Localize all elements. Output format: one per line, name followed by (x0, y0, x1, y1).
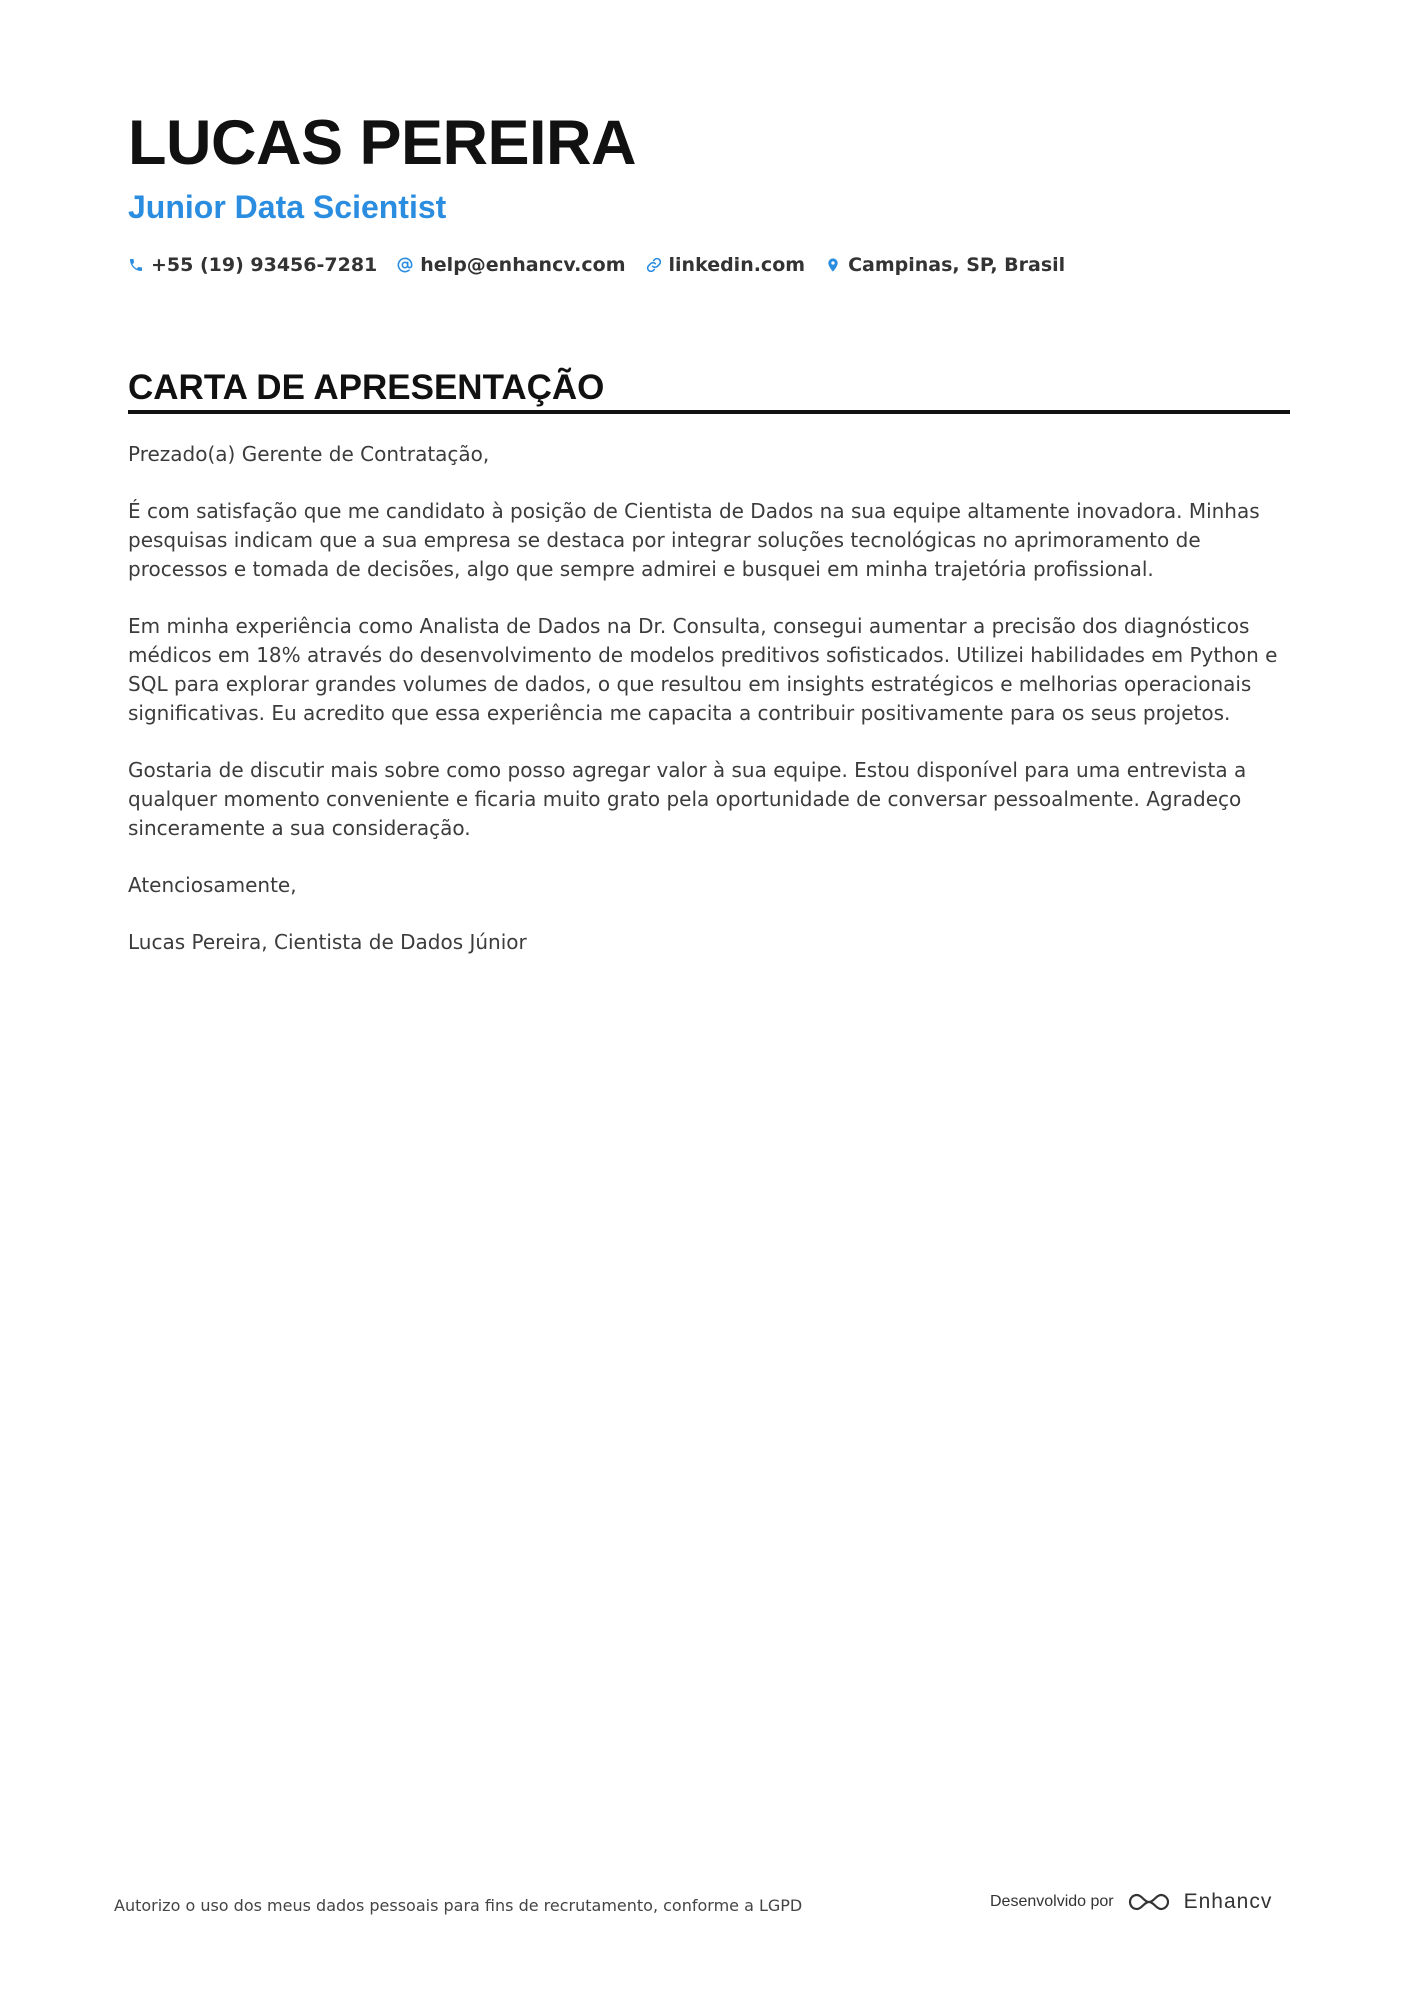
linkedin-link[interactable]: linkedin.com (668, 254, 806, 276)
section-title: CARTA DE APRESENTAÇÃO (128, 368, 605, 407)
letter-signature: Lucas Pereira, Cientista de Dados Júnior (128, 930, 527, 954)
at-sign-icon (397, 257, 413, 273)
phone-number: +55 (19) 93456-7281 (151, 254, 378, 276)
enhancv-logo-icon (1126, 1890, 1172, 1914)
letter-salutation: Prezado(a) Gerente de Contratação, (128, 442, 490, 466)
location-text: Campinas, SP, Brasil (848, 254, 1066, 276)
powered-by-label: Desenvolvido por (990, 1893, 1114, 1910)
contact-email[interactable] (397, 254, 625, 276)
job-title: Junior Data Scientist (128, 189, 447, 225)
letter-paragraph: Gostaria de discutir mais sobre como posso agregar valor à sua equipe. Estou disponível para uma entrevista a qualquer momento conveniente e ficaria muito grato pela oportunidade de conversar pessoalmente. Agradeço sinceramente a sua consideração. (128, 758, 1247, 840)
brand-name: Enhancv (1183, 1890, 1273, 1913)
footer-consent-note: Autorizo o uso dos meus dados pessoais para fins de recrutamento, conforme a LGPD (114, 1896, 803, 1915)
section-divider (128, 410, 1290, 414)
candidate-name: LUCAS PEREIRA (128, 108, 637, 178)
contact-phone (128, 254, 377, 276)
letter-body (128, 440, 1290, 985)
footer-branding[interactable] (990, 1890, 1272, 1914)
location-pin-icon (825, 257, 841, 273)
contact-linkedin[interactable] (646, 254, 806, 276)
email-address[interactable]: help@enhancv.com (420, 254, 626, 276)
letter-paragraph: Em minha experiência como Analista de Dados na Dr. Consulta, consegui aumentar a precisão dos diagnósticos médicos em 18% através do desenvolvimento de modelos preditivos sofisticados. Utilizei habilidades em Python e SQL para explorar grandes volumes de dados, o que resultou em insights estratégicos e melhorias operacionais significativas. Eu acredito que essa experiência me capacita a contribuir positivamente para os seus projetos. (128, 614, 1278, 725)
link-icon (646, 257, 662, 273)
letter-paragraph: É com satisfação que me candidato à posição de Cientista de Dados na sua equipe altamente inovadora. Minhas pesquisas indicam que a sua empresa se destaca por integrar soluções tecnológicas no aprimoramento de processos e tomada de decisões, algo que sempre admirei e busquei em minha trajetória profissional. (128, 499, 1260, 581)
phone-icon (128, 257, 144, 273)
contact-location (825, 254, 1065, 276)
letter-closing: Atenciosamente, (128, 873, 297, 897)
contact-bar (128, 254, 1085, 276)
